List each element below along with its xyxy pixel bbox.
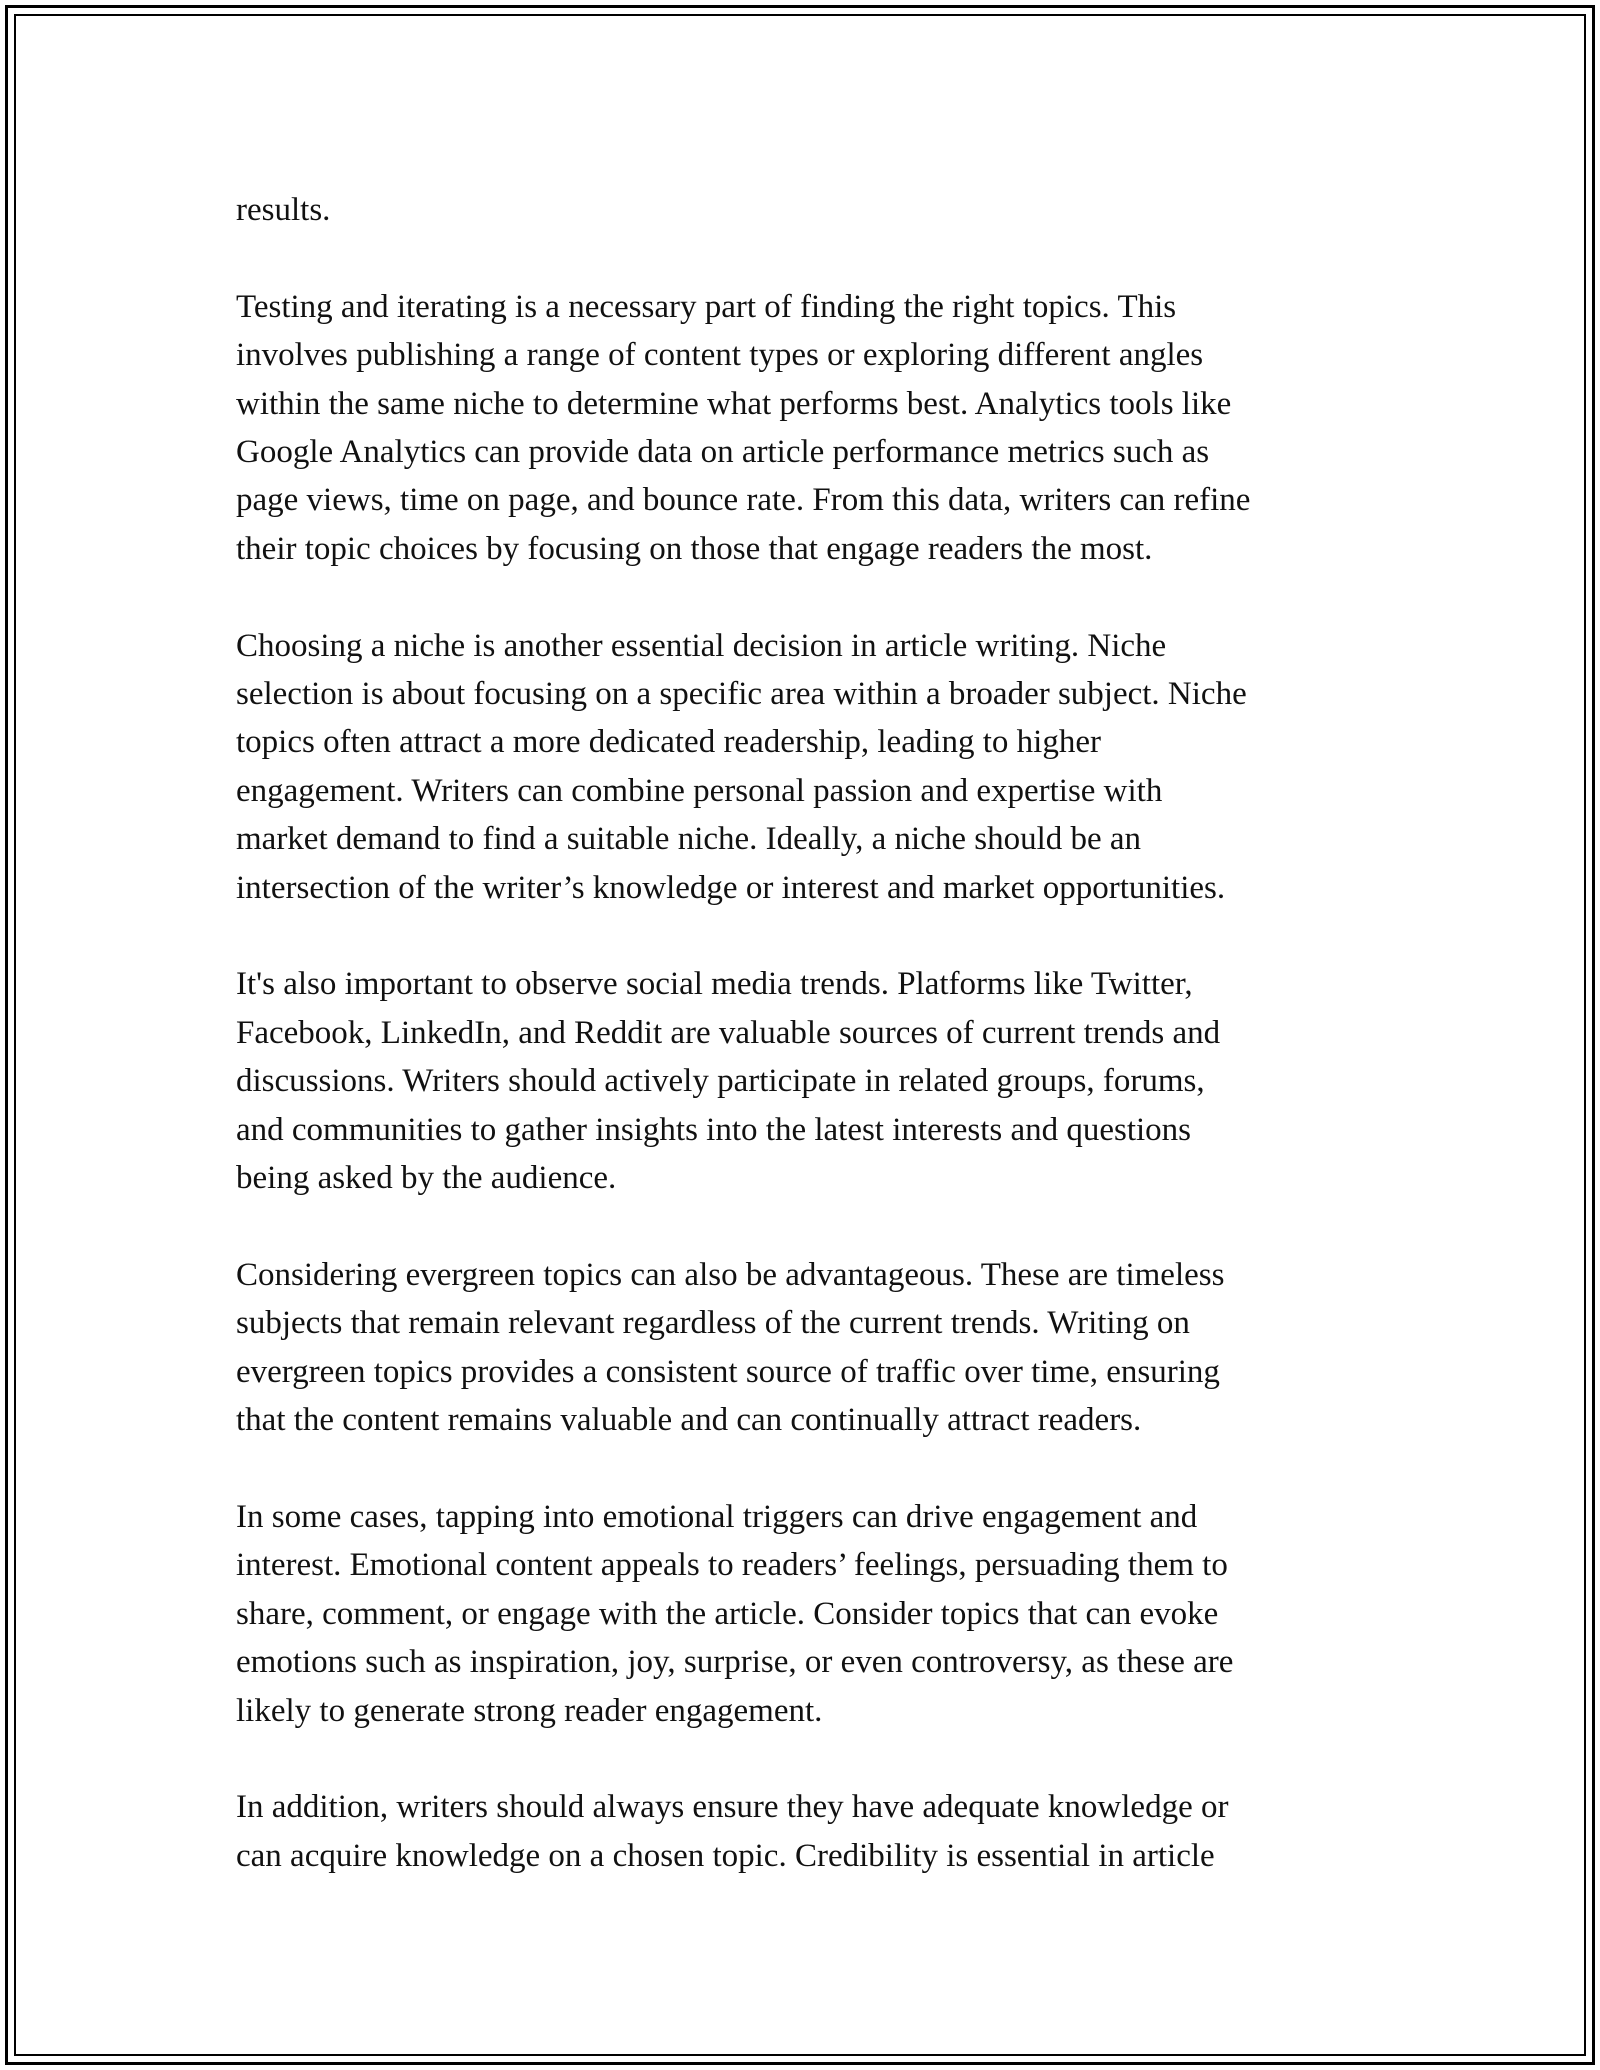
- paragraph-emotional-triggers: In some cases, tapping into emotional triggers can drive engagement and interest. Emotional content appeals to readers’ feelings, persuading them to share, comment, or engage with the article. Consider topics that can evoke emotions such as inspiration, joy, surprise, or even controversy, as these are likely to generate strong reader engagement.: [236, 1498, 1234, 1729]
- paragraph-choosing-niche: Choosing a niche is another essential decision in article writing. Niche selection is about focusing on a specific area within a broader subject. Niche topics often attract a more dedicated readership, leading to higher engagement. Writers can combine personal passion and expertise with market demand to find a suitable niche. Ideally, a niche should be an intersection of the writer’s knowledge or interest and market opportunities.: [236, 627, 1247, 906]
- paragraph-knowledge-credibility: In addition, writers should always ensure they have adequate knowledge or can acquire knowledge on a chosen topic. Credibility is essential in article: [236, 1789, 1229, 1874]
- paragraph-results-fragment: results.: [236, 192, 331, 228]
- paragraph-evergreen-topics: Considering evergreen topics can also be advantageous. These are timeless subjects that remain relevant regardless of the current trends. Writing on evergreen topics provides a consistent source of traffic over time, ensuring that the content remains valuable and can continually attract readers.: [236, 1256, 1225, 1439]
- document-body: [236, 186, 1366, 1929]
- paragraph-social-media-trends: It's also important to observe social media trends. Platforms like Twitter, Facebook, LinkedIn, and Reddit are valuable sources of current trends and discussions. Writers should actively participate in related groups, forums, and communities to gather insights into the latest interests and questions being asked by the audience.: [236, 966, 1221, 1197]
- paragraph-testing-iterating: Testing and iterating is a necessary part of finding the right topics. This involves publishing a range of content types or exploring different angles within the same niche to determine what performs best. Analytics tools like Google Analytics can provide data on article performance metrics such as page views, time on page, and bounce rate. From this data, writers can refine their topic choices by focusing on those that engage readers the most.: [236, 288, 1251, 567]
